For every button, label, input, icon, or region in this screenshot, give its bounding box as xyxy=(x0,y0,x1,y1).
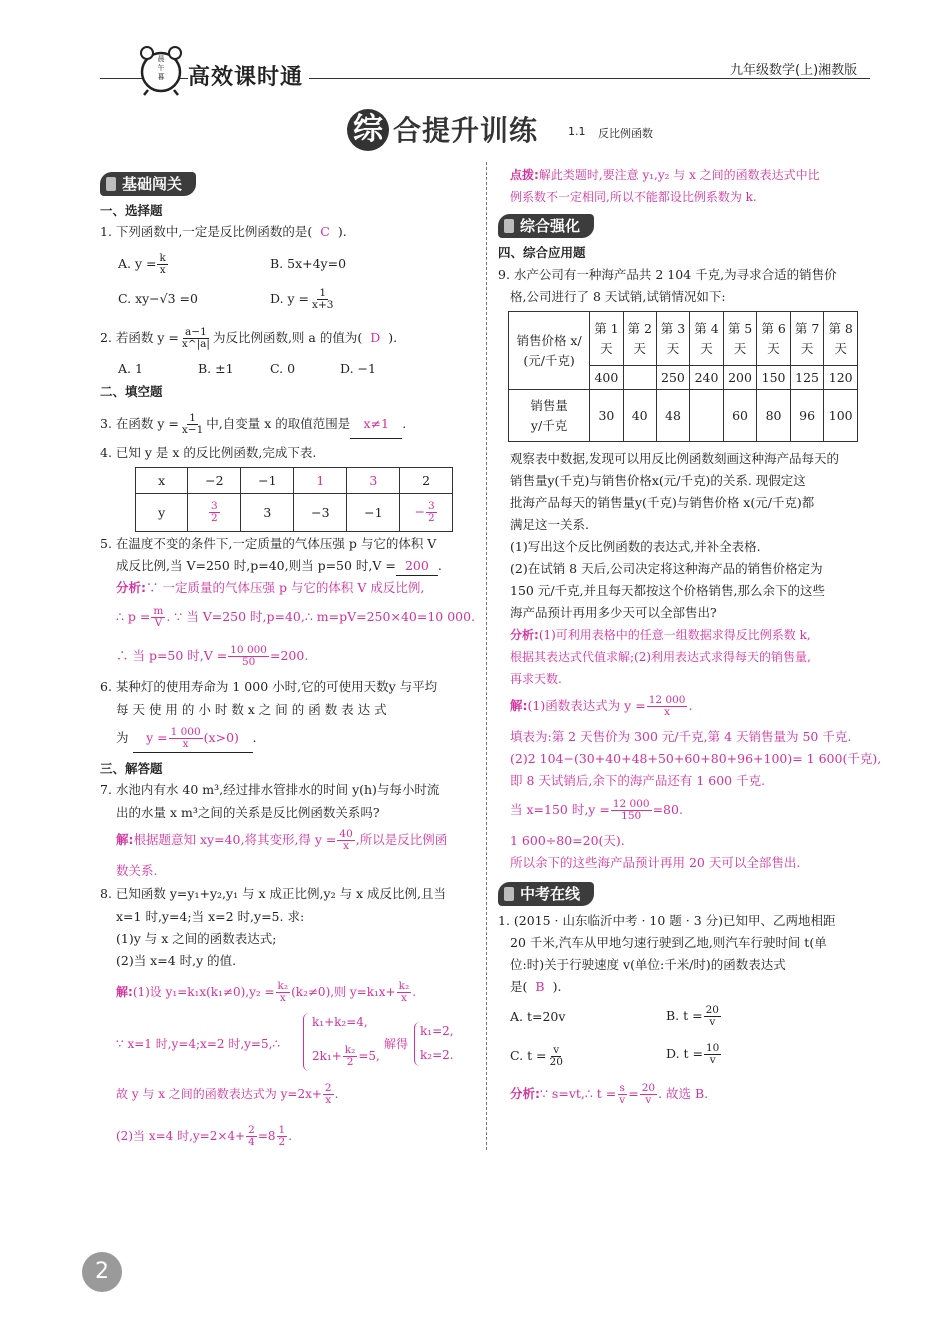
title-char: 综 xyxy=(353,112,383,147)
q9-p2: 销售量y(千克)与销售价格x(元/千克)的关系. 现假定这 xyxy=(510,473,806,488)
q9-day-4: 第 4 天 xyxy=(690,312,724,366)
q9-p6: (2)在试销 8 天后,公司决定将这种海产品的销售价格定为 xyxy=(510,561,823,576)
q5-answer: 200 xyxy=(396,557,438,576)
q9-line2: 格,公司进行了 8 天试销,试销情况如下: xyxy=(510,289,726,304)
q9-sol5: 当 x=150 时,y = $\frac{12 000}{150}$ =80. xyxy=(510,797,683,822)
q3-answer: x≠1 xyxy=(350,410,402,439)
badge-basic: 基础闯关 xyxy=(100,172,196,196)
q4-table: x −2 −1 1 3 2 y $\frac{3}{2}$ 3 −3 −1 − $\frac{3}{2}$ xyxy=(135,467,453,532)
q5-line1: 5. 在温度不变的条件下,一定质量的气体压强 p 与它的体积 V xyxy=(100,536,437,551)
q9-p4: 满足这一关系. xyxy=(510,517,589,532)
brand-title: 高效课时通 xyxy=(188,60,309,91)
section-name: 反比例函数 xyxy=(598,127,653,140)
badge-exam: 中考在线 xyxy=(498,882,594,906)
q4-y-label: y xyxy=(136,494,188,532)
q9-day-2: 第 2 天 xyxy=(623,312,656,366)
q6-line1: 6. 某种灯的使用寿命为 1 000 小时,它的可使用天数y 与平均 xyxy=(100,679,438,694)
section-number: 1.1 xyxy=(568,125,586,138)
q5-analysis1: 分析:∵ 一定质量的气体压强 p 与它的体积 V 成反比例, xyxy=(116,580,425,595)
q2-stem: 2. 若函数 y = $\frac{a-1}{x\^{}|a|}$ 为反比例函数,则 a 的值为( D ). xyxy=(100,325,398,350)
q5-analysis3: ∴ 当 p=50 时,V = $\frac{10 000}{50}$ =200. xyxy=(116,643,309,668)
q9-sol1: 解:(1)函数表达式为 y = $\frac{12 000}{x}$ . xyxy=(510,693,693,718)
e1-answer: B xyxy=(535,979,545,994)
q9-sales-table: 销售价格 x/ (元/千克) 第 1 天 第 2 天 第 3 天 第 4 天 第 5 天 第 6 天 第 7 天 第 8 天 400 250 240 200 150 125 120 销售量 y/千克 30 40 48 60 80 96 100 xyxy=(508,311,858,442)
q9-sol7: 所以余下的这些海产品预计再用 20 天可以全部售出. xyxy=(510,855,801,870)
q9-sol3: (2)2 104−(30+40+48+50+60+80+96+100)= 1 600(千克), xyxy=(510,751,882,766)
q8-system-prefix: ∵ x=1 时,y=4;x=2 时,y=5,∴ xyxy=(116,1037,281,1051)
q1-stem: 1. 下列函数中,一定是反比例函数的是( C ). xyxy=(100,224,347,239)
q2-option-a: A. 1 xyxy=(118,361,143,376)
part3-heading: 三、解答题 xyxy=(100,761,163,776)
q8-sol1: 解:(1)设 y₁=k₁x(k₁≠0),y₂ = $\frac{\text{k₂}}{x}$ (k₂≠0),则 y=k₁x+ $\frac{\text{k₂}}{x}$ . xyxy=(116,979,417,1004)
q9-qty-label: 销售量 y/千克 xyxy=(509,390,590,442)
q1-option-b: B. 5x+4y=0 xyxy=(270,256,347,271)
q9-day-7: 第 7 天 xyxy=(790,312,824,366)
q9-sol2: 填表为:第 2 天售价为 300 元/千克,第 4 天销售量为 50 千克. xyxy=(510,729,852,744)
q4-x-label: x xyxy=(136,468,188,494)
q8-result2: k₂=2. xyxy=(420,1048,454,1062)
q7-sol1: 解:根据题意知 xy=40,将其变形,得 y = $\frac{40}{x}$ ,所以是反比例函 xyxy=(116,827,448,852)
q8-result1: k₁=2, xyxy=(420,1024,454,1038)
badge-comprehensive: 综合强化 xyxy=(498,214,594,238)
q9-day-3: 第 3 天 xyxy=(656,312,690,366)
q6-answer: y = $\frac{1 000}{x}$ (x>0) xyxy=(133,724,253,753)
q4-stem: 4. 已知 y 是 x 的反比例函数,完成下表. xyxy=(100,445,317,460)
q9-analysis1: 分析:(1)可利用表格中的任意一组数据求得反比例系数 k, xyxy=(510,628,811,642)
q5-line2: 成反比例,当 V=250 时,p=40,则当 p=50 时,V = 200 . xyxy=(116,557,442,576)
q6-line3: 为 y = $\frac{1 000}{x}$ (x>0) . xyxy=(116,724,256,753)
q9-p7: 150 元/千克,并且每天都按这个价格销售,那么余下的这些 xyxy=(510,583,825,598)
q9-analysis2: 根据其表达式代值求解;(2)利用表达式求得每天的销售量, xyxy=(510,650,811,664)
q8-sys-mid: 解得 xyxy=(384,1037,409,1051)
clock-face-text: 晨 午 暮 xyxy=(157,55,165,81)
title-rest: 合提升训练 xyxy=(393,114,539,147)
e1-option-d: D. t = $\frac{10}{v}$ xyxy=(666,1041,720,1066)
e1-line2: 20 千米,汽车从甲地匀速行驶到乙地,则汽车行驶时间 t(单 xyxy=(510,935,827,950)
q9-day-6: 第 6 天 xyxy=(757,312,791,366)
q9-p3: 批海产品每天的销售量y(千克)与销售价格 x(元/千克)都 xyxy=(510,495,815,510)
q1-answer: C xyxy=(320,224,330,239)
q8-line2: x=1 时,y=4;当 x=2 时,y=5. 求: xyxy=(116,909,305,924)
q2-option-d: D. −1 xyxy=(340,361,376,376)
q9-day-1: 第 1 天 xyxy=(590,312,624,366)
q7-line1: 7. 水池内有水 40 m³,经过排水管排水的时间 y(h)与每小时流 xyxy=(100,782,440,797)
q9-analysis3: 再求天数. xyxy=(510,672,562,686)
q8-line1: 8. 已知函数 y=y₁+y₂,y₁ 与 x 成正比例,y₂ 与 x 成反比例,且当 xyxy=(100,886,447,901)
e1-line4: 是( B ). xyxy=(510,979,562,994)
q2-answer: D xyxy=(370,330,381,345)
q8-line3: (1)y 与 x 之间的函数表达式; xyxy=(116,931,277,946)
q9-day-8: 第 8 天 xyxy=(824,312,858,366)
q9-p1: 观察表中数据,发现可以用反比例函数刻画这种海产品每天的 xyxy=(510,451,839,466)
e1-option-a: A. t=20v xyxy=(510,1009,566,1024)
q7-sol2: 数关系. xyxy=(116,863,158,878)
part4-heading: 四、综合应用题 xyxy=(498,245,586,260)
e1-option-b: B. t = $\frac{20}{v}$ xyxy=(666,1003,719,1028)
tip-line2: 例系数不一定相同,所以不能都设比例系数为 k. xyxy=(510,190,757,204)
q8-line4: (2)当 x=4 时,y 的值. xyxy=(116,953,237,968)
q5-analysis2: ∴ p = $\frac{m}{V}$ . ∵ 当 V=250 时,p=40,∴ m=pV=250×40=10 000. xyxy=(116,604,476,629)
q9-price-label: 销售价格 x/ (元/千克) xyxy=(509,312,590,390)
e1-line3: 位:时)关于行驶速度 v(单位:千米/时)的函数表达式 xyxy=(510,957,786,972)
column-divider xyxy=(486,162,487,1150)
q8-sys-eq2: 2k₁+ $\frac{\text{k₂}}{2}$ =5, xyxy=(312,1043,380,1068)
e1-analysis: 分析:∵ s=vt,∴ t = $\frac{s}{v}$ = $\frac{20}{v}$ . 故选 B. xyxy=(510,1081,709,1106)
q9-sol4: 即 8 天试销后,余下的海产品还有 1 600 千克. xyxy=(510,773,766,788)
q8-sys-eq1: k₁+k₂=4, xyxy=(312,1015,368,1029)
q2-option-b: B. ±1 xyxy=(198,361,234,376)
q7-line2: 出的水量 x m³之间的关系是反比例函数关系吗? xyxy=(116,805,380,820)
q9-day-5: 第 5 天 xyxy=(723,312,757,366)
q6-line2: 每 天 使 用 的 小 时 数 x 之 间 的 函 数 表 达 式 xyxy=(116,702,387,717)
q2-option-c: C. 0 xyxy=(270,361,296,376)
q1-option-d: D. y = $\frac{1}{x+3}$ xyxy=(270,286,334,311)
q1-option-c: C. xy−√3 =0 xyxy=(118,291,198,306)
e1-option-c: C. t = $\frac{v}{20}$ xyxy=(510,1043,563,1068)
q8-sol3: 故 y 与 x 之间的函数表达式为 y=2x+ $\frac{2}{x}$ . xyxy=(116,1081,339,1106)
part2-heading: 二、填空题 xyxy=(100,384,163,399)
q3-stem: 3. 在函数 y = $\frac{1}{x-1}$ 中,自变量 x 的取值范围是 x≠1 . xyxy=(100,410,406,439)
q8-sol4: (2)当 x=4 时,y=2×4+ $\frac{2}{4}$ =8 $\frac{1}{2}$ . xyxy=(116,1123,293,1148)
book-title: 九年级数学(上)湘教版 xyxy=(730,63,858,78)
tip-line1: 点拨:解此类题时,要注意 y₁,y₂ 与 x 之间的函数表达式中比 xyxy=(510,168,820,182)
q9-line1: 9. 水产公司有一种海产品共 2 104 千克,为寻求合适的销售价 xyxy=(498,267,837,282)
e1-line1: 1. (2015 · 山东临沂中考 · 10 题 · 3 分)已知甲、乙两地相距 xyxy=(498,913,836,928)
q9-p5: (1)写出这个反比例函数的表达式,并补全表格. xyxy=(510,539,761,554)
q8-system-brace xyxy=(303,1013,310,1071)
part1-heading: 一、选择题 xyxy=(100,203,163,218)
q1-option-a: A. y = $\frac{k}{x}$ xyxy=(118,251,166,276)
q9-sol6: 1 600÷80=20(天). xyxy=(510,833,625,848)
page-number: 2 xyxy=(95,1259,109,1284)
q9-p8: 海产品预计再用多少天可以全部售出? xyxy=(510,605,717,620)
